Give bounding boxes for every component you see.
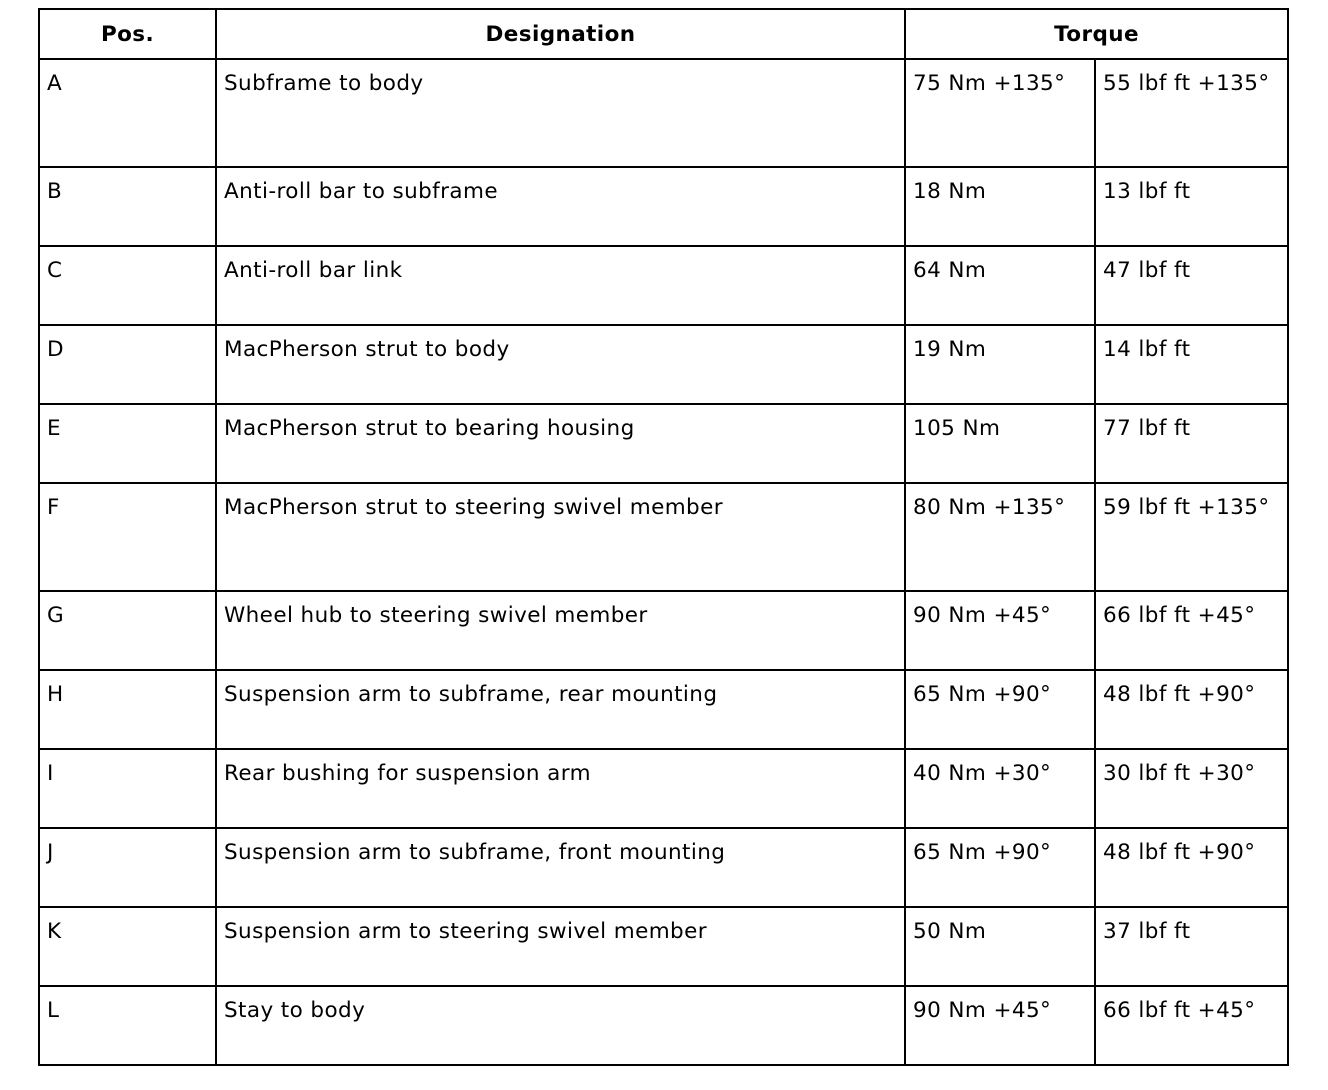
header-pos: Pos. — [39, 9, 216, 59]
cell-pos: F — [39, 483, 216, 591]
header-designation: Designation — [216, 9, 905, 59]
cell-torque-lbf: 48 lbf ft +90° — [1095, 670, 1288, 749]
cell-torque-lbf: 30 lbf ft +30° — [1095, 749, 1288, 828]
table-header-row — [39, 9, 1288, 59]
table-row — [39, 483, 1288, 591]
cell-pos: A — [39, 59, 216, 167]
cell-designation: Suspension arm to steering swivel member — [216, 907, 905, 986]
cell-torque-lbf: 47 lbf ft — [1095, 246, 1288, 325]
cell-designation: Subframe to body — [216, 59, 905, 167]
cell-designation: Anti-roll bar link — [216, 246, 905, 325]
cell-designation: Anti-roll bar to subframe — [216, 167, 905, 246]
cell-designation: Suspension arm to subframe, rear mounting — [216, 670, 905, 749]
cell-pos: J — [39, 828, 216, 907]
cell-torque-lbf: 59 lbf ft +135° — [1095, 483, 1288, 591]
cell-torque-nm: 80 Nm +135° — [905, 483, 1095, 591]
cell-torque-nm: 50 Nm — [905, 907, 1095, 986]
cell-torque-lbf: 48 lbf ft +90° — [1095, 828, 1288, 907]
cell-torque-nm: 40 Nm +30° — [905, 749, 1095, 828]
cell-torque-nm: 90 Nm +45° — [905, 986, 1095, 1065]
cell-torque-nm: 64 Nm — [905, 246, 1095, 325]
cell-torque-nm: 65 Nm +90° — [905, 828, 1095, 907]
cell-designation: Suspension arm to subframe, front mounting — [216, 828, 905, 907]
table-row — [39, 591, 1288, 670]
cell-torque-nm: 75 Nm +135° — [905, 59, 1095, 167]
table-row — [39, 167, 1288, 246]
cell-torque-lbf: 66 lbf ft +45° — [1095, 591, 1288, 670]
cell-pos: H — [39, 670, 216, 749]
cell-torque-nm: 18 Nm — [905, 167, 1095, 246]
cell-pos: E — [39, 404, 216, 483]
cell-designation: Stay to body — [216, 986, 905, 1065]
cell-torque-lbf: 14 lbf ft — [1095, 325, 1288, 404]
torque-specification-table — [38, 8, 1289, 1066]
cell-pos: K — [39, 907, 216, 986]
cell-designation: MacPherson strut to bearing housing — [216, 404, 905, 483]
table-row — [39, 59, 1288, 167]
table-row — [39, 828, 1288, 907]
table-row — [39, 246, 1288, 325]
cell-pos: D — [39, 325, 216, 404]
cell-torque-lbf: 77 lbf ft — [1095, 404, 1288, 483]
cell-torque-nm: 105 Nm — [905, 404, 1095, 483]
cell-torque-nm: 65 Nm +90° — [905, 670, 1095, 749]
cell-torque-lbf: 66 lbf ft +45° — [1095, 986, 1288, 1065]
cell-designation: MacPherson strut to body — [216, 325, 905, 404]
header-torque: Torque — [905, 9, 1288, 59]
cell-pos: L — [39, 986, 216, 1065]
table-row — [39, 404, 1288, 483]
cell-designation: Wheel hub to steering swivel member — [216, 591, 905, 670]
cell-torque-lbf: 13 lbf ft — [1095, 167, 1288, 246]
cell-pos: I — [39, 749, 216, 828]
table-row — [39, 325, 1288, 404]
table-row — [39, 907, 1288, 986]
table-row — [39, 670, 1288, 749]
table-row — [39, 749, 1288, 828]
cell-pos: G — [39, 591, 216, 670]
cell-torque-lbf: 37 lbf ft — [1095, 907, 1288, 986]
cell-torque-lbf: 55 lbf ft +135° — [1095, 59, 1288, 167]
cell-torque-nm: 19 Nm — [905, 325, 1095, 404]
cell-pos: B — [39, 167, 216, 246]
cell-designation: Rear bushing for suspension arm — [216, 749, 905, 828]
cell-torque-nm: 90 Nm +45° — [905, 591, 1095, 670]
table-row — [39, 986, 1288, 1065]
cell-pos: C — [39, 246, 216, 325]
cell-designation: MacPherson strut to steering swivel member — [216, 483, 905, 591]
